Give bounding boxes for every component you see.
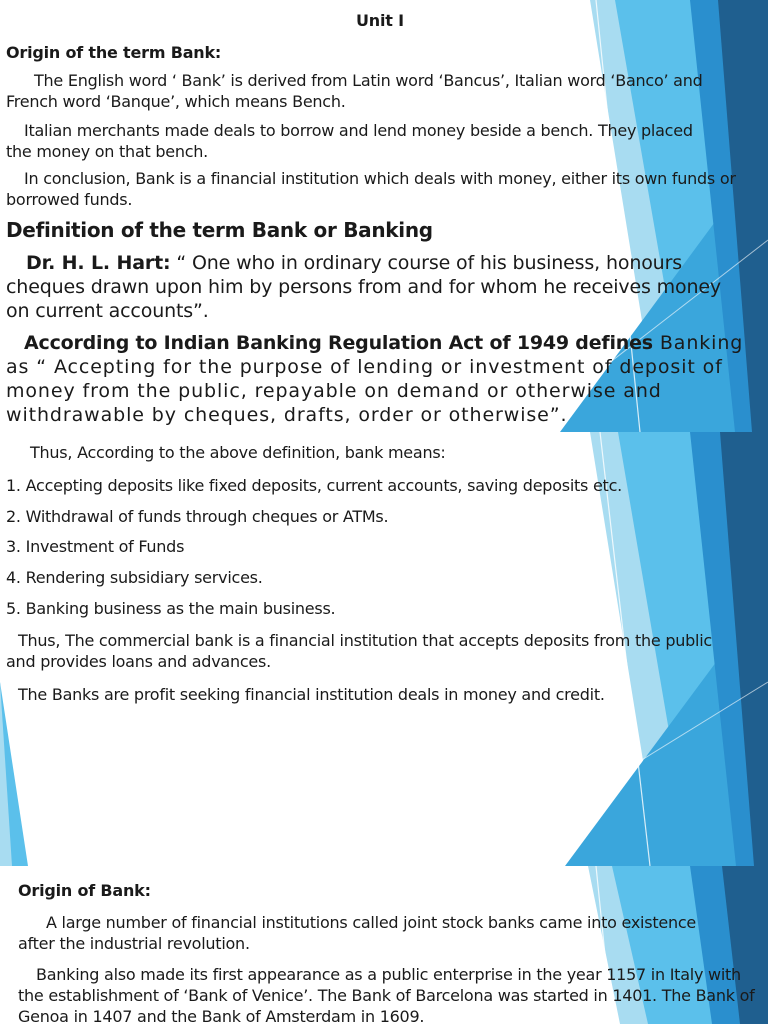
origin-paragraph-1: The English word ‘ Bank’ is derived from Latin word ‘Bancus’, Italian word ‘Banco’ and French word ‘Banque’, which means Bench. xyxy=(6,71,703,111)
act-definition xyxy=(6,331,758,427)
hart-definition xyxy=(6,251,724,323)
slide-origin-of-bank xyxy=(0,866,768,1024)
profit-statement: The Banks are profit seeking financial institution deals in money and credit. xyxy=(18,685,605,704)
origin-term-heading: Origin of the term Bank: xyxy=(6,43,222,62)
list-item-3: 3. Investment of Funds xyxy=(6,537,185,556)
unit-title: Unit I xyxy=(356,11,404,30)
commercial-bank-summary: Thus, The commercial bank is a financial institution that accepts deposits from the public and provides loans and advances. xyxy=(6,631,712,671)
act-text: Banking as “ Accepting for the purpose of lending or investment of deposit of money from the public, repayable on demand or otherwise and withdrawable by cheques, drafts, order or otherwise”. xyxy=(6,332,744,426)
bank-means-intro: Thus, According to the above definition, bank means: xyxy=(30,443,446,462)
origin-bank-paragraph-2: Banking also made its first appearance as a public enterprise in the year 1157 in Italy with the establishment of ‘Bank of Venice’. The Bank of Barcelona was started in 1401. The Bank of Genoa in 1407 and the Bank of Amsterdam in 1609. xyxy=(18,965,755,1024)
hart-quote: “ One who in ordinary course of his business, honours cheques drawn upon him by persons from and for whom he receives money on current accounts”. xyxy=(6,252,721,322)
list-item-2: 2. Withdrawal of funds through cheques or ATMs. xyxy=(6,507,389,526)
list-item-4: 4. Rendering subsidiary services. xyxy=(6,568,263,587)
origin-paragraph-2: Italian merchants made deals to borrow and lend money beside a bench. They placed the money on that bench. xyxy=(6,121,693,161)
origin-paragraph-3: In conclusion, Bank is a financial institution which deals with money, either its own funds or borrowed funds. xyxy=(6,169,736,209)
slide-origin-of-term xyxy=(0,0,768,432)
act-lead: According to Indian Banking Regulation Act of 1949 defines xyxy=(24,332,653,354)
slide-bank-means xyxy=(0,432,768,866)
origin-bank-heading: Origin of Bank: xyxy=(18,881,151,900)
list-item-5: 5. Banking business as the main business. xyxy=(6,599,336,618)
hart-name: Dr. H. L. Hart: xyxy=(26,252,171,274)
definition-heading: Definition of the term Bank or Banking xyxy=(6,218,433,242)
list-item-1: 1. Accepting deposits like fixed deposits, current accounts, saving deposits etc. xyxy=(6,476,622,495)
origin-bank-paragraph-1: A large number of financial institutions called joint stock banks came into existence after the industrial revolution. xyxy=(18,913,696,953)
